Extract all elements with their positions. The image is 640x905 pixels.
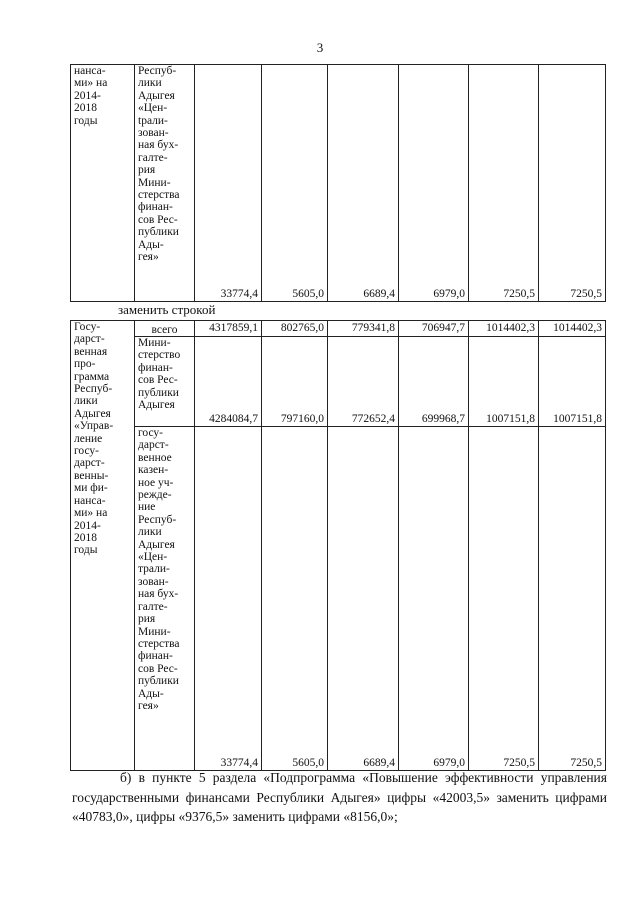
value-cell: 33774,4 xyxy=(195,427,262,771)
table-continuation xyxy=(70,64,606,302)
replace-instruction: заменить строкой xyxy=(118,302,216,317)
value-cell: 1007151,8 xyxy=(539,337,606,427)
row-label-total: всего xyxy=(135,321,195,337)
value-cell: 7250,5 xyxy=(539,427,606,771)
table-replacement xyxy=(70,320,606,771)
value-cell: 797160,0 xyxy=(262,337,328,427)
value-cell: 699968,7 xyxy=(399,337,469,427)
page-number: 3 xyxy=(316,40,324,55)
value-cell: 6689,4 xyxy=(328,427,399,771)
value-cell: 7250,5 xyxy=(469,65,539,302)
value-cell: 1007151,8 xyxy=(469,337,539,427)
value-cell: 4284084,7 xyxy=(195,337,262,427)
value-cell: 5605,0 xyxy=(262,65,328,302)
value-cell: 6979,0 xyxy=(399,65,469,302)
value-cell: 7250,5 xyxy=(539,65,606,302)
value-cell: 1014402,3 xyxy=(539,321,606,337)
value-cell: 772652,4 xyxy=(328,337,399,427)
value-cell: 1014402,3 xyxy=(469,321,539,337)
value-cell: 802765,0 xyxy=(262,321,328,337)
value-cell: 5605,0 xyxy=(262,427,328,771)
value-cell: 779341,8 xyxy=(328,321,399,337)
value-cell: 4317859,1 xyxy=(195,321,262,337)
value-cell: 706947,7 xyxy=(399,321,469,337)
row-label-institution: госу- дарст- венное казен- ное уч- режде- ние Респуб- лики Адыгея «Цен- трали- зован- ная бух- галте- рия Мини- стерства финан- сов Рес- публики Ады- гея» xyxy=(135,427,195,771)
value-cell: 6979,0 xyxy=(399,427,469,771)
program-name-cell: нанса- ми» на 2014- 2018 годы xyxy=(71,65,135,302)
value-cell: 6689,4 xyxy=(328,65,399,302)
amendment-paragraph xyxy=(72,768,607,827)
value-cell: 33774,4 xyxy=(195,65,262,302)
paragraph-text: б) в пункте 5 раздела «Подпрограмма «Повышение эффективности управления государственными финансами Республики Адыгея» цифры «42003,5» заменить цифрами «40783,0», цифры «9376,5» заменить цифрами «8156,0»; xyxy=(72,770,607,824)
value-cell: 7250,5 xyxy=(469,427,539,771)
row-label-ministry: Мини- стерство финан- сов Рес- публики Адыгея xyxy=(135,337,195,427)
executor-cell: Респуб- лики Адыгея «Цен- tрали- зован- ная бух- галте- рия Мини- стерства финан- сов Рес- публики Ады- гея» xyxy=(135,65,195,302)
program-name-cell: Госу- дарст- венная про- грамма Респуб- лики Адыгея «Управ- ление госу- дарст- венны- ми фи- нанса- ми» на 2014- 2018 годы xyxy=(71,321,135,771)
